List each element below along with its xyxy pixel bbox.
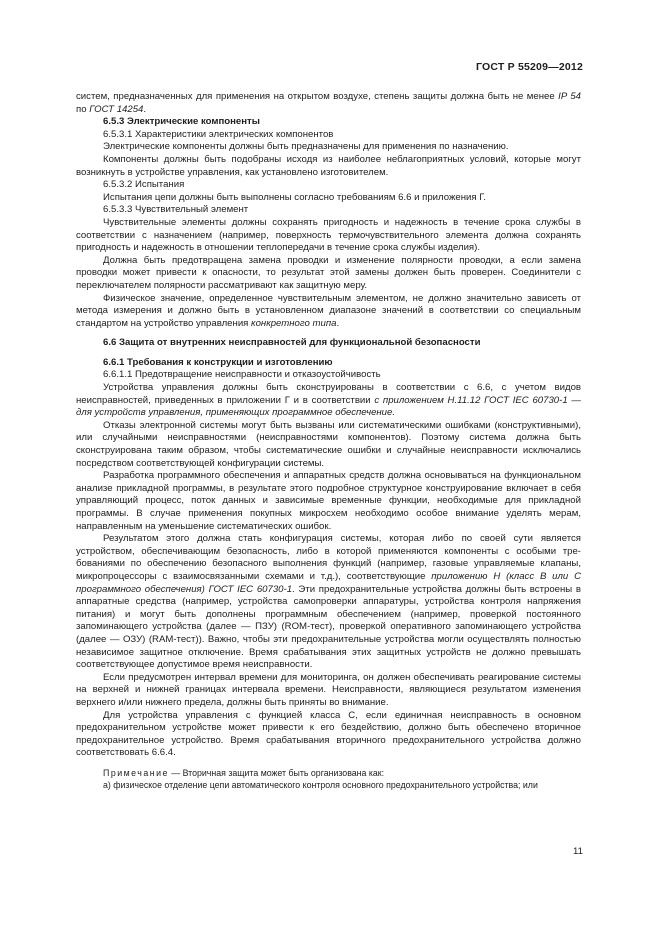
- paragraph-p16: [76, 470, 581, 533]
- text-run: 6.6.1.1 Предотвращение неисправности и отказоустойчивость: [103, 369, 381, 381]
- text-run: 6.6.1 Требования к конструкции и изготовлению: [103, 356, 333, 368]
- paragraph-p11: [76, 337, 581, 350]
- text-run: 6.5.3.3 Чувствительный элемент: [103, 204, 249, 216]
- text-run: Примечание: [103, 767, 169, 778]
- text-run: 6.6 Защита от внутренних неисправностей для функциональной безопасности: [103, 337, 481, 349]
- text-run: Для устройства управления с функцией класса С, если единичная неисправность в основном предохранительном устройстве может привести к его бездействию, должно быть обеспечено вторичное предохранительное устройство. Время срабатывания вторичного предохранительного устройства должно соответствовать 6.6.4.: [76, 709, 581, 759]
- document-code-header: ГОСТ Р 55209—2012: [475, 61, 583, 73]
- text-run: а) физическое отделение цепи автоматического контроля основного предохранительного устройства; или: [103, 779, 538, 790]
- paragraph-p9: [76, 255, 581, 293]
- text-run: .: [143, 103, 147, 115]
- paragraph-p13: [76, 369, 581, 382]
- text-run: ГОСТ 14254: [89, 103, 144, 115]
- text-run: Отказы электронной системы могут быть вызваны или систематическими ошибками (конструктивными), или случайными неисправностями (неисправностями компонентов). Поэтому система должна быть сконструирована таким образом, чтобы систематические ошибки и случайные неисправности исключались посредством соответствующей конфигурации системы.: [76, 419, 581, 469]
- paragraph-p18: [76, 672, 581, 710]
- text-run: с приложением Н.11.12 ГОСТ IEC 60730-1 — для устройств управления, применяющих программное обеспечение.: [76, 394, 581, 419]
- text-run: Компоненты должны быть подобраны исходя из наиболее неблагоприятных условий, которые могут возникнуть в устройстве управления, как установлено изготовителем.: [76, 153, 581, 178]
- text-run: 6.5.3 Электрические компоненты: [103, 116, 260, 128]
- paragraph-p19: [76, 710, 581, 760]
- paragraph-p5: [76, 179, 581, 192]
- text-run: Чувствительные элементы должны сохранять пригодность и надежность в течение срока службы в соответствии с назначением (например, поверхность термочувствительного элемента должна сохранять пригодность и надежность в отношении теплопередачи в течение срока службы изделия).: [76, 216, 581, 254]
- text-run: Физическое значение, определенное чувствительным элементом, не должно значительно зависеть от метода измерения и должно быть в установленном диапазоне значений в соответствии со специальным стандартом на устройство управления: [76, 292, 581, 329]
- paragraph-p1: [76, 116, 581, 129]
- text-run: Устройства управления должны быть сконструированы в соответствии с 6.6, с учетом видов неисправностей, приведенных в приложении Г и в соответствии: [76, 382, 581, 406]
- paragraph-p10: [76, 293, 581, 331]
- text-run: приложению Н (класс В или С программного обеспечения) ГОСТ IEC 60730-1: [76, 570, 581, 595]
- text-run: Разработка программного обеспечения и аппаратных средств должна основываться на функциональном анализе прикладной программы, в результате этого подробное структурное конструирование включает в себя управляющий процесс, поток данных и зависимые временные функции, необходимые для прикладной программы. В случае применения покупных микросхем необходимо особое внимание уделять мерам, направленным на уменьшение систематических ошибок.: [76, 470, 581, 532]
- page-number: 11: [573, 846, 583, 857]
- paragraph-p3: [76, 141, 581, 154]
- paragraph-p17: [76, 533, 581, 672]
- paragraph-p7: [76, 204, 581, 217]
- text-run: . Эти предохранительные устройства должны быть встроены в аппаратные средства (например, устройства самопроверки аппаратуры, устройства контроля напряжения питания) и могут быть дополнены программным обеспечением (например, проверкой постоянного запоминающего устройства (далее — ПЗУ) (ROM-тест), проверкой оперативного запоминающего устройства (далее — ОЗУ) (RAM-тест)). Важно, чтобы эти предохранительные устройства могли осуществлять полностью независимое защитное отключение. Время срабатывания этих защитных устройств не должно превышать соответствующее допустимое время неисправности.: [76, 583, 581, 671]
- paragraph-p6: [76, 192, 581, 205]
- paragraph-p8: [76, 217, 581, 255]
- paragraph-p21: [76, 779, 581, 791]
- text-run: Испытания цепи должны быть выполнены согласно требованиям 6.6 и приложения Г.: [103, 191, 486, 203]
- paragraph-p15: [76, 420, 581, 470]
- text-run: .: [336, 317, 340, 329]
- paragraph-p12: [76, 357, 581, 370]
- text-run: Электрические компоненты должны быть предназначены для применения по назначению.: [103, 141, 509, 153]
- paragraph-p4: [76, 154, 581, 179]
- text-run: 6.5.3.1 Характеристики электрических компонентов: [103, 128, 334, 140]
- document-body: [76, 91, 581, 791]
- text-run: 6.5.3.2 Испытания: [103, 179, 185, 191]
- text-run: конкретного типа: [251, 317, 337, 329]
- paragraph-p2: [76, 129, 581, 142]
- text-run: систем, предназначенных для применения на открытом воздухе, степень защиты должна быть не менее: [76, 91, 559, 102]
- paragraph-p14: [76, 382, 581, 420]
- text-run: — Вторичная защита может быть организована как:: [168, 767, 385, 778]
- text-run: Результатом этого должна стать конфигурация системы, которая либо по своей сути является устройством, обеспечивающим безопасность, либо в которой применяются компоненты с особыми требованиями по обеспечению безопасного выполнения функций (например, газовые управляемые клапаны, микропроцессоры с взаимосвязанными схемами и т.д.), соответствующие: [76, 533, 581, 582]
- paragraph-p0: [76, 91, 581, 116]
- text-run: Должна быть предотвращена замена проводки и изменение полярности проводки, а если замена проводки может привести к опасности, то результат этой замены должен быть проверен. Соединители с переключателем полярности рассматривают как защитную меру.: [76, 254, 581, 291]
- text-run: по: [76, 103, 90, 115]
- paragraph-p20: [76, 767, 581, 779]
- text-run: IP 54: [558, 91, 582, 102]
- text-run: Если предусмотрен интервал времени для мониторинга, он должен обеспечивать реагирование системы на верхней и нижней границах интервала времени. Неисправности, являющиеся результатом изменения верхнего и/или нижнего предела, должны быть приняты во внимание.: [76, 671, 581, 708]
